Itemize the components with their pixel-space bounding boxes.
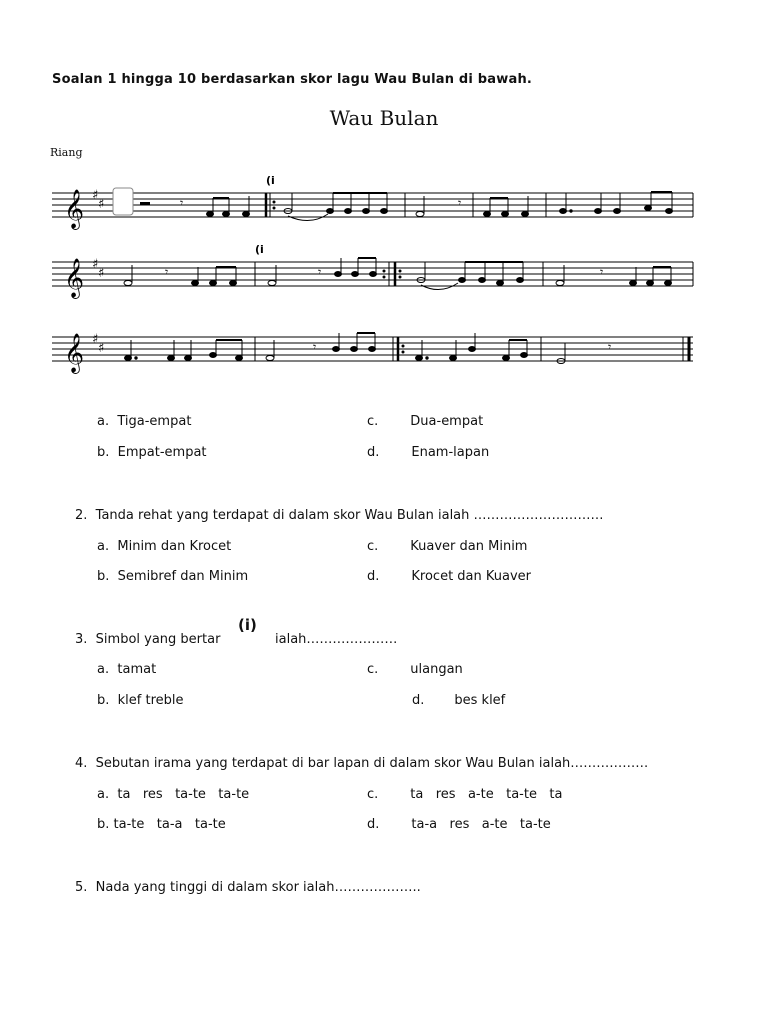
option-4d: d. ta-a res a-te ta-te [367, 817, 551, 832]
tempo-marking: Riang [50, 146, 83, 159]
svg-text:𝄾: 𝄾 [313, 340, 317, 354]
question-4: 4. Sebutan irama yang terdapat di bar lapan di dalam skor Wau Bulan ialah……………… [75, 756, 649, 771]
volta-mark: (i [255, 243, 264, 256]
svg-text:𝄾: 𝄾 [318, 265, 322, 279]
sharp-icon: ♯ [92, 188, 99, 203]
treble-clef-icon: 𝄞 [64, 333, 85, 373]
option-1a: a. Tiga-empat [97, 414, 192, 429]
svg-text:♯: ♯ [98, 341, 105, 356]
option-2d: d. Krocet dan Kuaver [367, 569, 532, 584]
option-2c: c. Kuaver dan Minim [367, 539, 528, 554]
sharp-icon: ♯ [92, 332, 99, 347]
question-3: 3. Simbol yang bertar [75, 632, 221, 647]
svg-text:𝄾: 𝄾 [458, 196, 462, 210]
option-3a: a. tamat [97, 662, 157, 677]
question-2: 2. Tanda rehat yang terdapat di dalam skor Wau Bulan ialah ………………………… [75, 508, 604, 523]
question-5: 5. Nada yang tinggi di dalam skor ialah……………….. [75, 880, 421, 895]
option-4a: a. ta res ta-te ta-te [97, 787, 250, 802]
option-2b: b. Semibref dan Minim [97, 569, 249, 584]
volta-symbol: (i) [238, 616, 257, 634]
option-2a: a. Minim dan Krocet [97, 539, 232, 554]
question-3-suffix: ialah………………… [275, 632, 398, 647]
option-1b: b. Empat-empat [97, 445, 207, 460]
volta-mark: (i [266, 174, 275, 187]
option-4c: c. ta res a-te ta-te ta [367, 787, 563, 802]
treble-clef-icon: 𝄞 [64, 258, 85, 298]
option-4b: b. ta-te ta-a ta-te [97, 817, 226, 832]
svg-text:♯: ♯ [98, 197, 105, 212]
music-score [0, 160, 768, 375]
option-1d: d. Enam-lapan [367, 445, 490, 460]
option-3b: b. klef treble [97, 693, 184, 708]
svg-text:𝄾: 𝄾 [180, 196, 184, 210]
song-title: Wau Bulan [329, 106, 439, 130]
option-3c: c. ulangan [367, 662, 463, 677]
svg-text:𝄾: 𝄾 [165, 265, 169, 279]
svg-text:𝄾: 𝄾 [608, 340, 612, 354]
svg-text:♯: ♯ [98, 266, 105, 281]
instruction-heading: Soalan 1 hingga 10 berdasarkan skor lagu Wau Bulan di bawah. [52, 72, 533, 87]
option-3d: d. bes klef [412, 693, 506, 708]
sharp-icon: ♯ [92, 257, 99, 272]
svg-text:𝄾: 𝄾 [600, 265, 604, 279]
option-1c: c. Dua-empat [367, 414, 484, 429]
treble-clef-icon: 𝄞 [64, 189, 85, 229]
